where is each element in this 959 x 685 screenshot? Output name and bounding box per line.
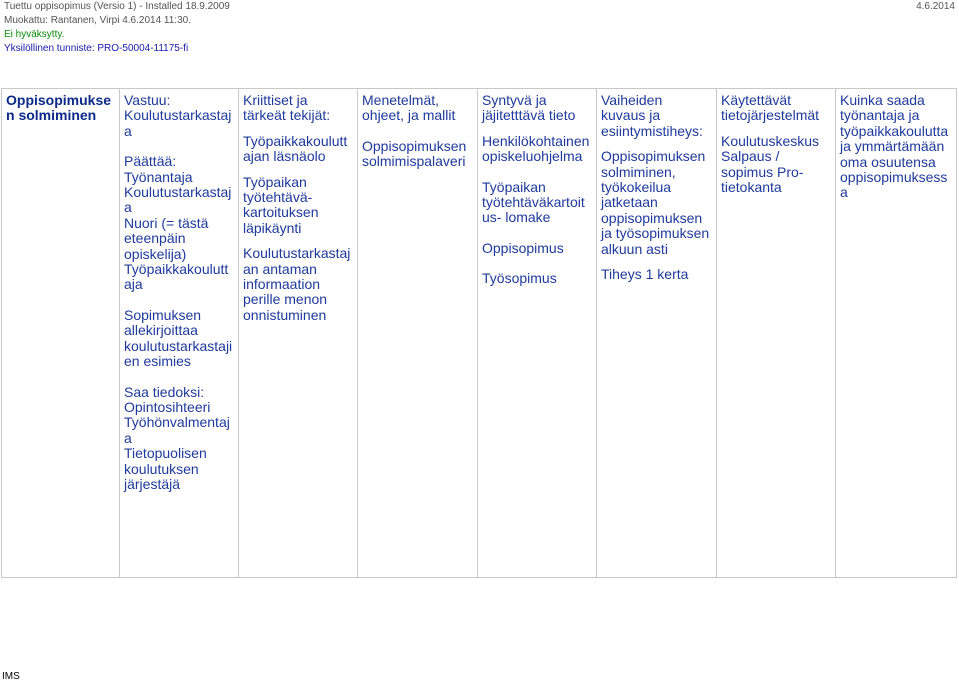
frequency-text: Tiheys 1 kerta	[601, 266, 689, 283]
systems-text: Koulutuskeskus Salpaus / sopimus Pro- tietokanta	[721, 132, 820, 196]
cell-systems	[717, 89, 836, 578]
phase-title: Oppisopimukse n solmiminen	[6, 92, 112, 124]
informed-parties-text: Saa tiedoksi: Opintosihteeri Työhönvalmentaj a Tietopuolisen koulutuksen järjestäjä	[124, 383, 230, 492]
cell-methods	[358, 89, 478, 578]
information-heading: Syntyvä ja jäjitetttävä tieto	[482, 92, 576, 124]
header-identifier: Yksilöllinen tunniste: PRO-50004-11175-fi	[4, 43, 189, 54]
cell-responsibility	[120, 89, 239, 578]
decision-makers-text: Päättää: Työnantaja Koulutustarkastaj a Nuori (= tästä eteenpäin opiskelija) Työpaikkakoulutt aja	[124, 153, 232, 293]
cell-challenge	[836, 89, 957, 578]
information-1: Henkilökohtainen opiskeluohjelma	[482, 132, 590, 165]
critical-factor-3: Koulutustarkastaj an antaman informaation perille menon onnistuminen	[243, 245, 351, 323]
description-heading: Vaiheiden kuvaus ja esiintymistiheys:	[601, 92, 703, 139]
description-text: Oppisopimuksen solmiminen, työkokeilua jatketaan oppisopimuksen ja työsopimuksen alkuun asti	[601, 148, 710, 257]
critical-factor-1: Työpaikkakoulutt ajan läsnäolo	[243, 132, 348, 165]
information-3: Oppisopimus	[482, 239, 564, 256]
cell-information	[478, 89, 597, 578]
header-approval-status: Ei hyväksytty.	[4, 29, 65, 40]
footer-label: IMS	[2, 671, 20, 682]
information-4: Työsopimus	[482, 270, 557, 287]
responsibility-text: Vastuu: Koulutustarkastaj a	[124, 92, 232, 139]
critical-factors-heading: Kriittiset ja tärkeät tekijät:	[243, 92, 331, 124]
cell-phase-name	[2, 89, 120, 578]
critical-factor-2: Työpaikan työtehtävä- kartoituksen läpikäynti	[243, 173, 319, 236]
cell-critical-factors	[239, 89, 358, 578]
information-2: Työpaikan työtehtäväkartoit us- lomake	[482, 178, 585, 226]
challenge-text: Kuinka saada työnantaja ja työpaikkakoulutta ja ymmärtämään oma osuutensa oppisopimuksess a	[840, 92, 949, 201]
header-modified: Muokattu: Rantanen, Virpi 4.6.2014 11:30.	[4, 15, 191, 26]
process-table	[1, 88, 957, 578]
systems-heading: Käytettävät tietojärjestelmät	[721, 92, 820, 124]
signatory-text: Sopimuksen allekirjoittaa koulutustarkastaji en esimies	[124, 306, 233, 370]
method-1: Oppisopimuksen solmimispalaveri	[362, 137, 467, 170]
header-date: 4.6.2014	[916, 1, 955, 12]
header-version: Tuettu oppisopimus (Versio 1) - Installed 18.9.2009	[4, 1, 230, 12]
methods-heading: Menetelmät, ohjeet, ja mallit	[362, 92, 456, 124]
cell-phase-description	[597, 89, 717, 578]
